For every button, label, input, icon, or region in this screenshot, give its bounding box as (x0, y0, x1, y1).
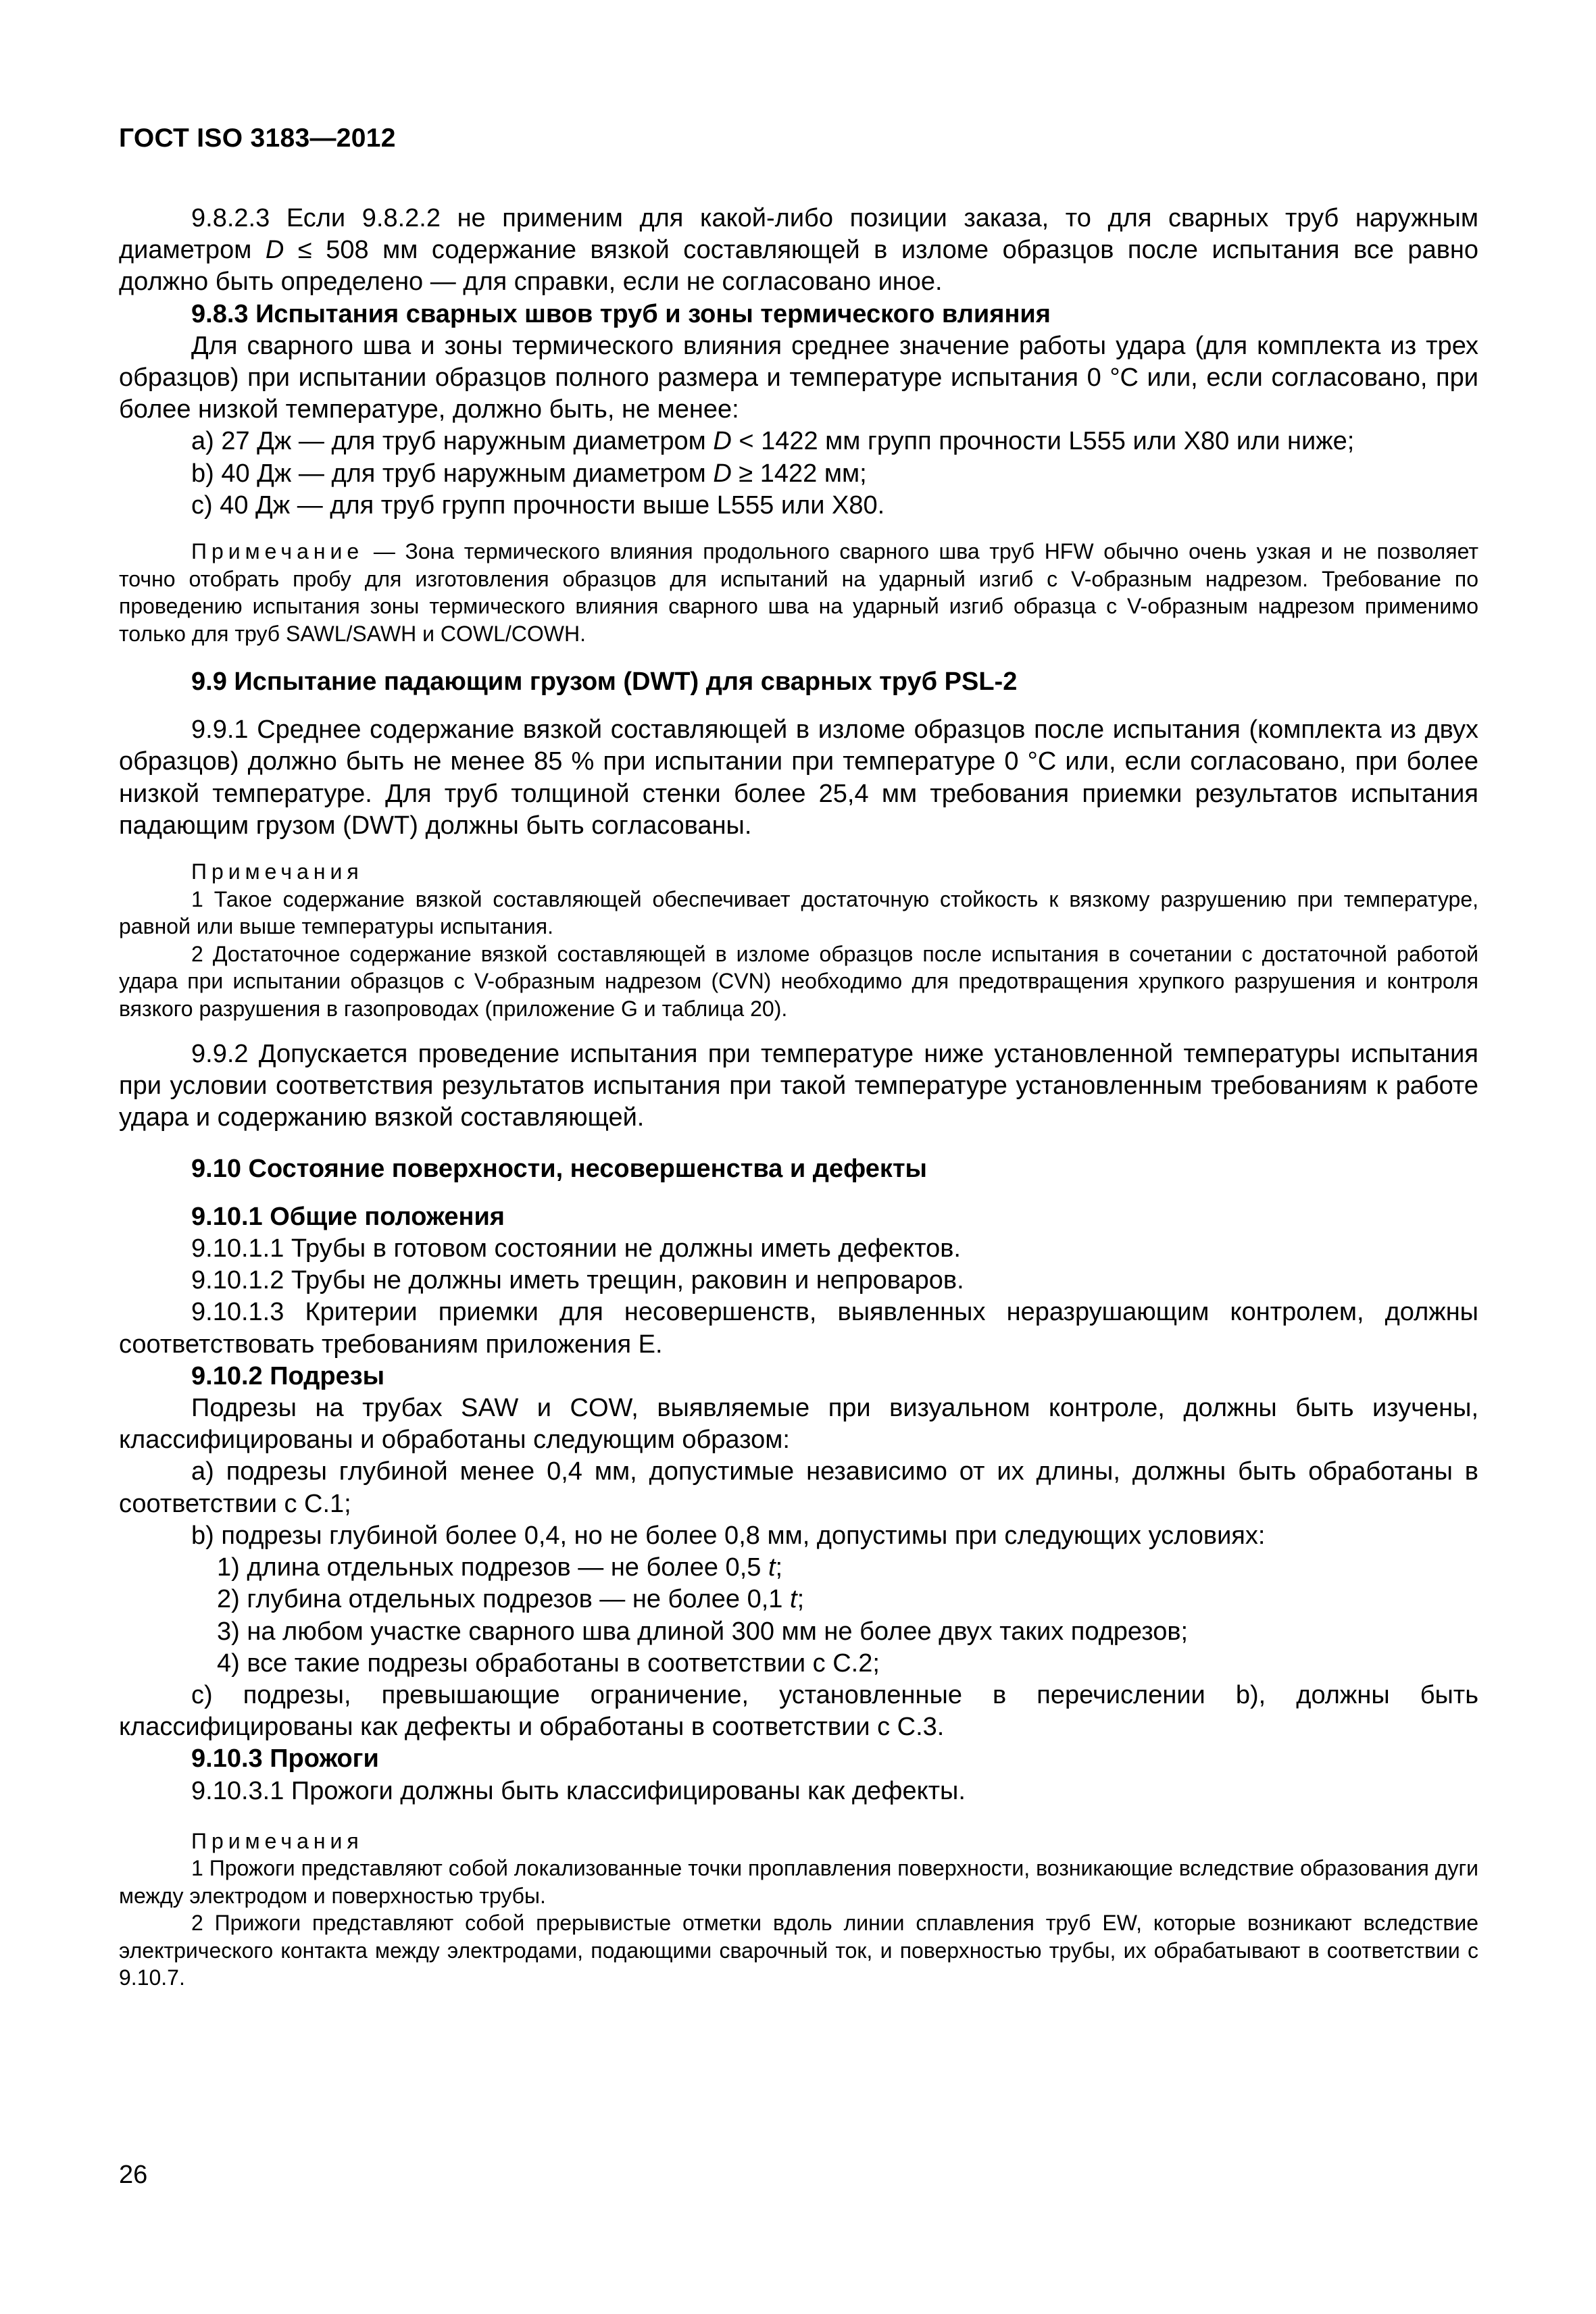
note-9-10-3-1: 1 Прожоги представляют собой локализованные точки проплавления поверхности, возникающие вследствие образования дуги между электродом и поверхностью трубы. (119, 1856, 1478, 1908)
sub-item-4: 4) все такие подрезы обработаны в соответствии с С.2; (217, 1649, 880, 1678)
document-code-header: ГОСТ ISO 3183—2012 (119, 124, 396, 153)
clause-9-10-2-text: Подрезы на трубах SAW и COW, выявляемые при визуальном контроле, должны быть изучены, классифицированы и обработаны следующим образом: (119, 1394, 1478, 1455)
list-item-b: b) 40 Дж — для труб наружным диаметром D ≥ 1422 мм; (191, 459, 867, 488)
heading-9-10-2: 9.10.2 Подрезы (191, 1361, 385, 1390)
note-9-10-3-2: 2 Прижоги представляют собой прерывистые отметки вдоль линии сплавления труб EW, которые возникают вследствие электрического контакта между электродами, подающими сварочный ток, и поверхностью трубы, их обрабатывают в соответствии с 9.10.7. (119, 1911, 1478, 1990)
note-9-8-3: Примечание — Зона термического влияния продольного сварного шва труб HFW обычно очень узкая и не позволяет точно отобрать пробу для изготовления образцов для испытаний на ударный изгиб с V-образным надрезом. Требование по проведению испытания зоны термического влияния сварного шва на ударный изгиб образца с V-образным надрезом применимо только для труб SAWL/SAWH и COWL/COWH. (119, 539, 1478, 646)
sub-item-2: 2) глубина отдельных подрезов — не более 0,1 t; (217, 1585, 805, 1614)
note-9-9-2: 2 Достаточное содержание вязкой составляющей в изломе образцов после испытания в сочетании с достаточной работой удара при испытании образцов с V-образным надрезом (CVN) необходимо для предотвращения хрупкого разрушения и контроля вязкого разрушения в газопроводах (приложение G и таблица 20). (119, 941, 1478, 1021)
clause-9-10-1-3: 9.10.1.3 Критерии приемки для несовершенств, выявленных неразрушающим контролем, должны соответствовать требованиям приложения Е. (119, 1298, 1478, 1359)
note-9-9-1: 1 Такое содержание вязкой составляющей обеспечивает достаточную стойкость к вязкому разрушению при температуре, равной или выше температуры испытания. (119, 886, 1478, 939)
clause-9-8-2-3: 9.8.2.3 Если 9.8.2.2 не применим для какой-либо позиции заказа, то для сварных труб наружным диаметром D ≤ 508 мм содержание вязкой составляющей в изломе образцов после испытания все равно должно быть определено — для справки, если не согласовано иное. (119, 204, 1479, 297)
clause-9-9-2: 9.9.2 Допускается проведение испытания при температуре ниже установленной температуры испытания при условии соответствия результатов испытания при такой температуре установленным требованиям к работе удара и содержанию вязкой составляющей. (119, 1040, 1478, 1132)
page-body (119, 203, 1478, 1992)
clause-9-10-1-1: 9.10.1.1 Трубы в готовом состоянии не должны иметь дефектов. (191, 1234, 961, 1263)
clause-9-9-1: 9.9.1 Среднее содержание вязкой составляющей в изломе образцов после испытания (комплекта из двух образцов) должно быть не менее 85 % при испытании при температуре 0 °С или, если согласовано, при более низкой температуре. Для труб толщиной стенки более 25,4 мм требования приемки результатов испытания падающим грузом (DWT) должны быть согласованы. (119, 715, 1478, 840)
clause-9-10-3-1: 9.10.3.1 Прожоги должны быть классифицированы как дефекты. (191, 1776, 966, 1805)
notes-label-9-10-3: Примечания (191, 1828, 364, 1853)
list-item-c: c) 40 Дж — для труб групп прочности выше L555 или Х80. (191, 491, 885, 520)
heading-9-10-3: 9.10.3 Прожоги (191, 1744, 379, 1774)
heading-9-8-3: 9.8.3 Испытания сварных швов труб и зоны термического влияния (191, 299, 1051, 328)
heading-9-9: 9.9 Испытание падающим грузом (DWT) для сварных труб PSL-2 (191, 668, 1018, 697)
sub-item-1: 1) длина отдельных подрезов — не более 0,5 t; (217, 1553, 783, 1582)
page-number: 26 (119, 2161, 148, 2189)
notes-label-9-9: Примечания (191, 859, 364, 884)
clause-9-10-2-c: c) подрезы, превышающие ограничение, установленные в перечислении b), должны быть классифицированы как дефекты и обработаны в соответствии с С.3. (119, 1680, 1478, 1742)
heading-9-10-1: 9.10.1 Общие положения (191, 1202, 505, 1231)
sub-item-3: 3) на любом участке сварного шва длиной 300 мм не более двух таких подрезов; (217, 1617, 1189, 1646)
clause-9-8-3-text: Для сварного шва и зоны термического влияния среднее значение работы удара (для комплекта из трех образцов) при испытании образцов полного размера и температуре испытания 0 °С или, если согласовано, при более низкой температуре, должно быть, не менее: (119, 331, 1478, 424)
list-item-a: a) 27 Дж — для труб наружным диаметром D < 1422 мм групп прочности L555 или Х80 или ниже; (191, 427, 1355, 456)
heading-9-10: 9.10 Состояние поверхности, несовершенства и дефекты (191, 1154, 928, 1183)
clause-9-10-2-a: a) подрезы глубиной менее 0,4 мм, допустимые независимо от их длины, должны быть обработаны в соответствии с С.1; (119, 1457, 1478, 1518)
clause-9-10-2-b: b) подрезы глубиной более 0,4, но не более 0,8 мм, допустимы при следующих условиях: (191, 1521, 1266, 1550)
clause-9-10-1-2: 9.10.1.2 Трубы не должны иметь трещин, раковин и непроваров. (191, 1266, 964, 1295)
